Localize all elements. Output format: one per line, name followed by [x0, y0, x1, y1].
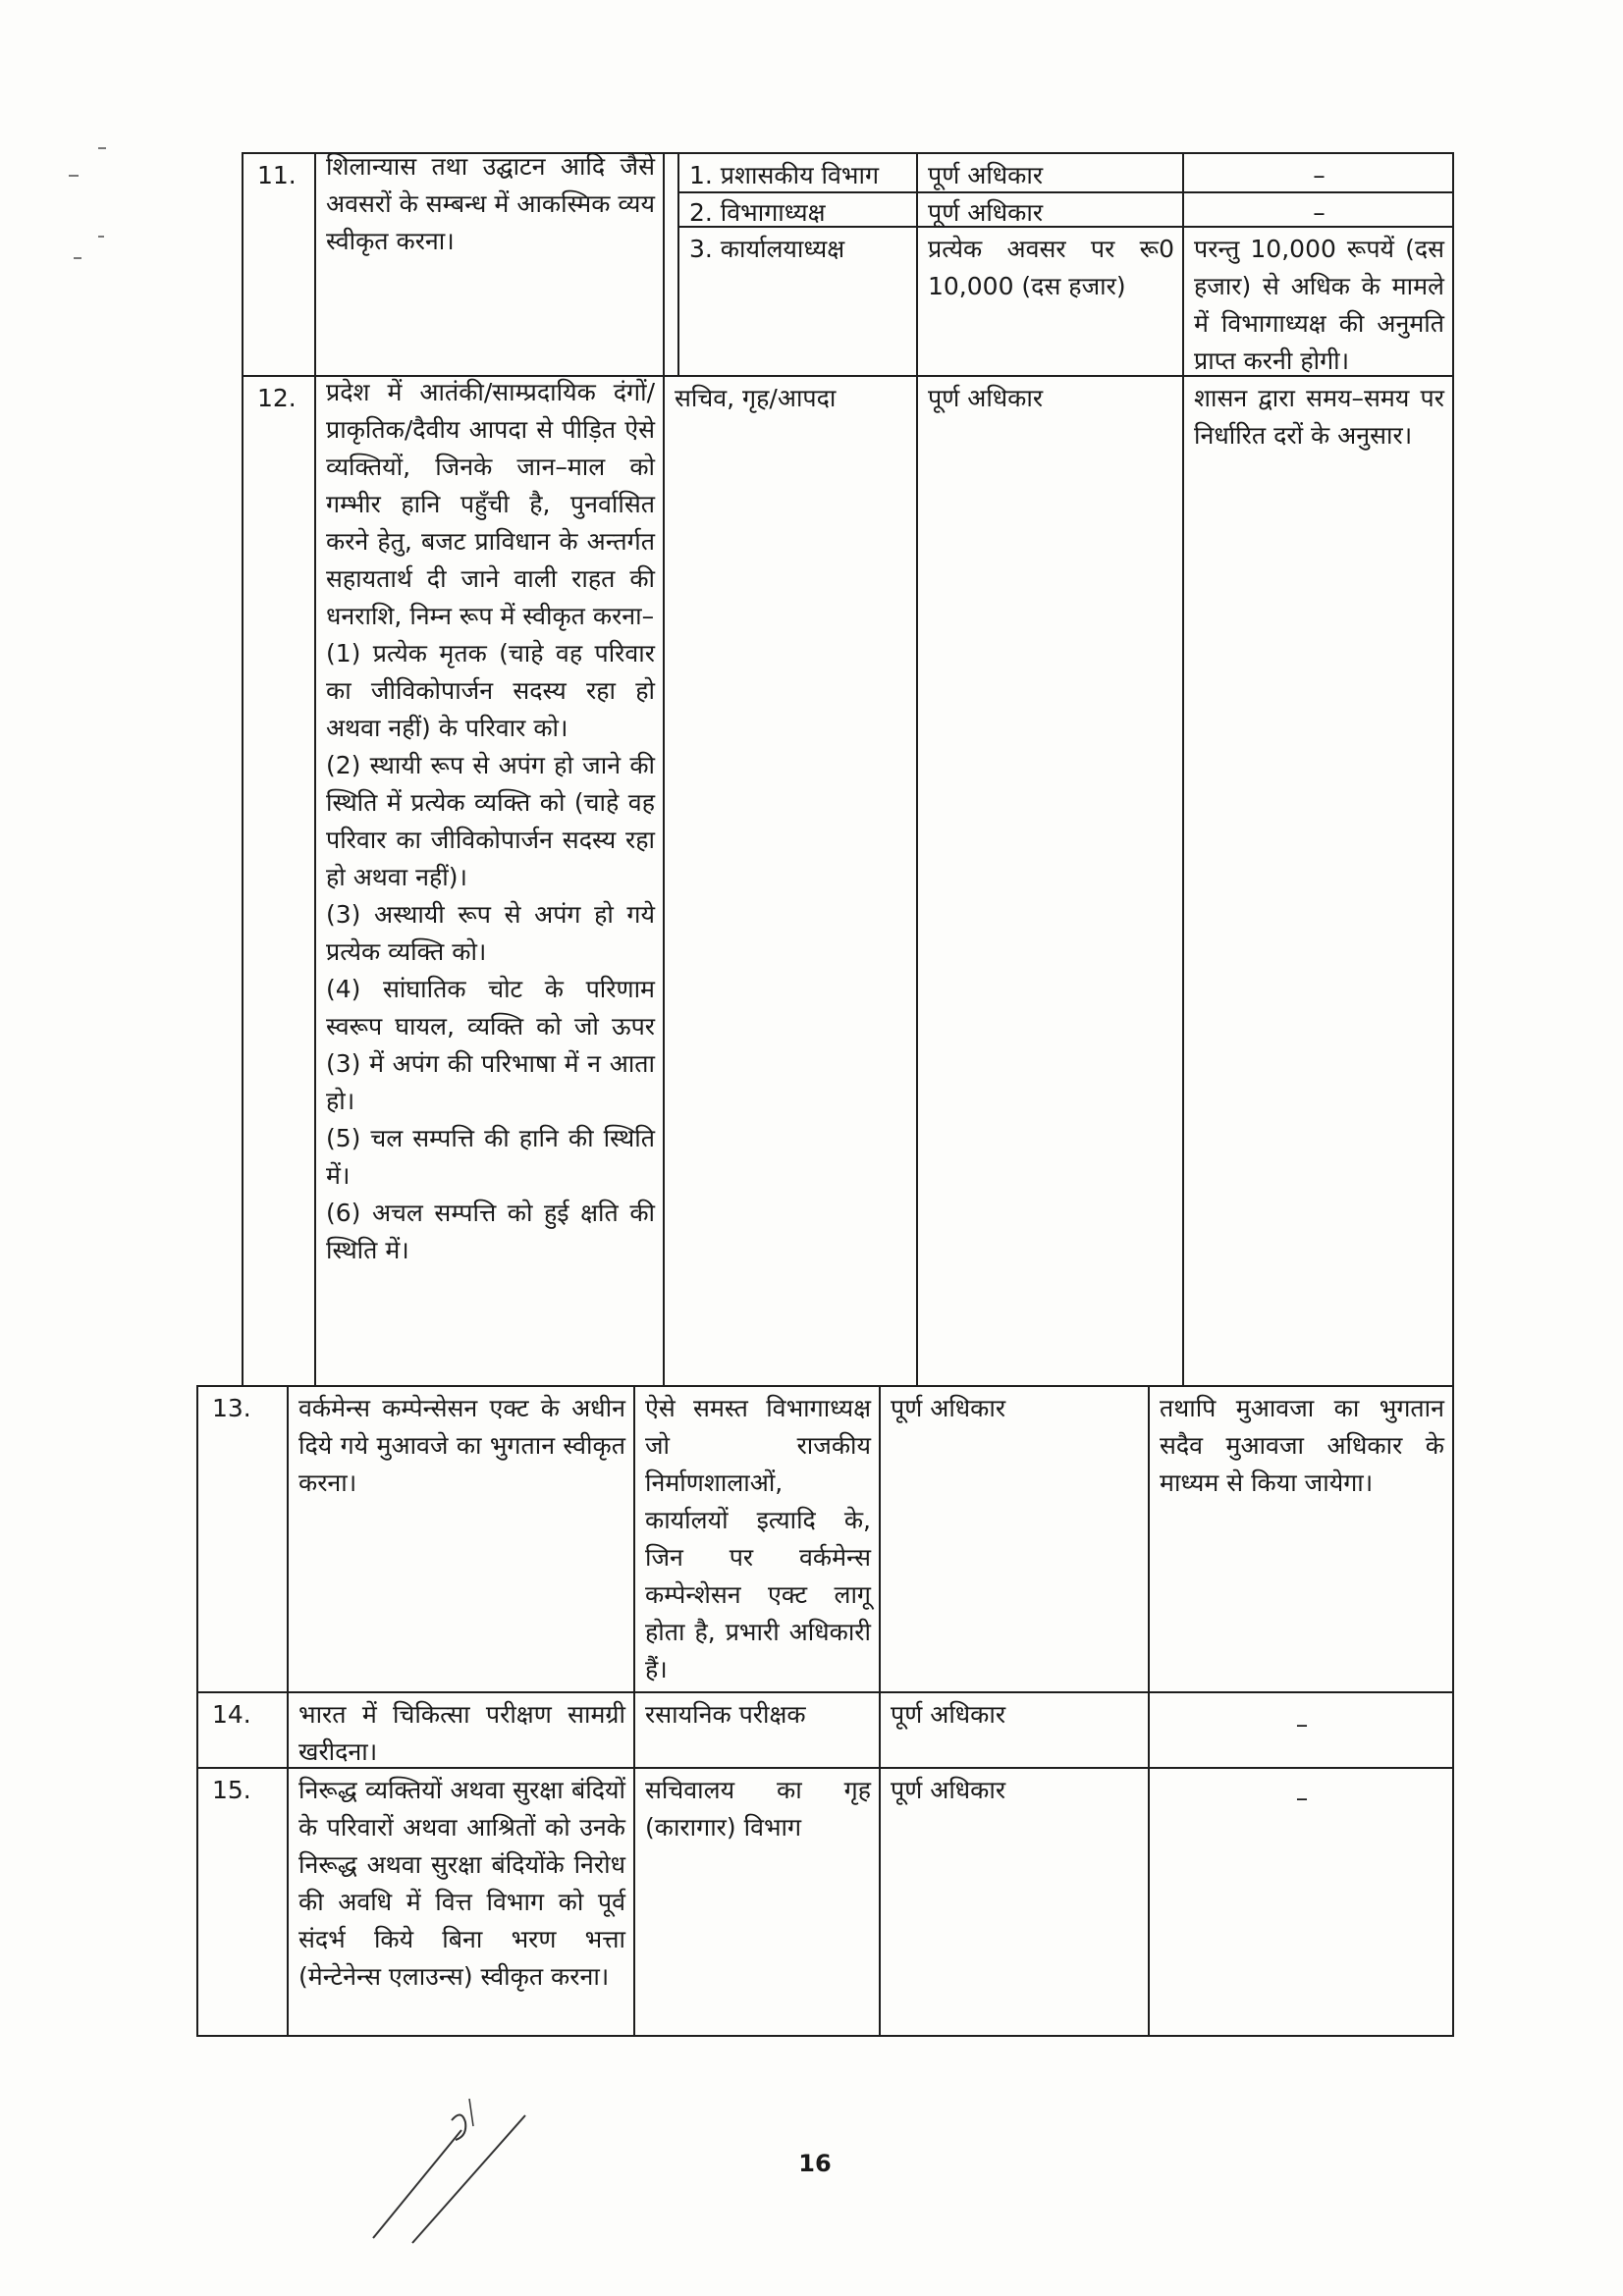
- extent-cell: पूर्ण अधिकार: [928, 384, 1044, 412]
- authority-cell: 1. प्रशासकीय विभाग: [689, 161, 880, 189]
- scan-mark: [74, 257, 81, 259]
- table-border-bottom: [196, 2035, 1454, 2037]
- row-number: 15.: [212, 1776, 251, 1804]
- extent-cell: पूर्ण अधिकार: [891, 1776, 1006, 1804]
- matter-intro: प्रदेश में आतंकी/साम्प्रदायिक दंगों/ प्राकृतिक/दैवीय आपदा से पीड़ित ऐसे व्यक्तियों, जिनके जान–माल को गम्भीर हानि पहुँची है, पुनर्वासित करने हेतु, बजट प्राविधान के अन्तर्गत सहायतार्थ दी जाने वाली राहत की धनराशि, निम्न रूप में स्वीकृत करना–: [326, 378, 655, 630]
- extent-cell: पूर्ण अधिकार: [891, 1394, 1006, 1422]
- authority-cell: सचिवालय का गृह (कारागार) विभाग: [645, 1776, 871, 1842]
- authority-cell: 2. विभागाध्यक्ष: [689, 198, 826, 227]
- remarks-cell: –: [1313, 198, 1325, 227]
- row-number: 11.: [257, 161, 297, 189]
- signature-mark: [353, 2091, 569, 2248]
- row-number: 14.: [212, 1700, 251, 1729]
- remarks-cell: –: [1295, 1710, 1309, 1738]
- extent-cell: पूर्ण अधिकार: [891, 1700, 1006, 1729]
- column-divider: [916, 152, 918, 1387]
- subject-matter: शिलान्यास तथा उद्घाटन आदि जैसे अवसरों के सम्बन्ध में आकस्मिक व्यय स्वीकृत करना।: [326, 152, 655, 255]
- extent-cell: पूर्ण अधिकार: [928, 161, 1044, 189]
- extent-cell: पूर्ण अधिकार: [928, 198, 1044, 227]
- remarks-cell: –: [1313, 161, 1325, 189]
- table-border-left: [242, 152, 243, 1387]
- extent-cell: प्रत्येक अवसर पर रू0 10,000 (दस हजार): [928, 235, 1174, 300]
- remarks-cell: शासन द्वारा समय–समय पर निर्धारित दरों के अनुसार।: [1194, 384, 1444, 450]
- remarks-cell: तथापि मुआवजा का भुगतान सदैव मुआवजा अधिकार के माध्यम से किया जायेगा।: [1160, 1394, 1444, 1497]
- authority-cell: 3. कार्यालयाध्यक्ष: [689, 235, 845, 263]
- scan-mark: [69, 175, 79, 177]
- matter-item: (3) अस्थायी रूप से अपंग हो गये प्रत्येक व्यक्ति को।: [326, 900, 655, 966]
- subject-matter: वर्कमेन्स कम्पेन्सेसन एक्ट के अधीन दिये गये मुआवजे का भुगतान स्वीकृत करना।: [298, 1394, 625, 1497]
- remarks-cell: परन्तु 10,000 रूपयें (दस हजार) से अधिक के मामले में विभागाध्यक्ष की अनुमति प्राप्त करनी होगी।: [1194, 235, 1444, 375]
- subject-matter: [316, 371, 663, 1269]
- row-number: 12.: [257, 384, 297, 412]
- scan-mark: [98, 147, 106, 149]
- subject-matter: भारत में चिकित्सा परीक्षण सामग्री खरीदना।: [298, 1700, 625, 1766]
- remarks-cell: –: [1295, 1784, 1309, 1812]
- authority-cell: ऐसे समस्त विभागाध्यक्ष जो राजकीय निर्माणशालाओं, कार्यालयों इत्यादि के, जिन पर वर्कमेन्स कम्पेन्शेसन एक्ट लागू होता है, प्रभारी अधिकारी हैं।: [645, 1394, 871, 1683]
- subject-matter: निरूद्ध व्यक्तियों अथवा सुरक्षा बंदियों के परिवारों अथवा आश्रितों को उनके निरूद्ध अथवा सुरक्षा बंदियोंके निरोध की अवधि में वित्त विभाग को पूर्व संदर्भ किये बिना भरण भत्ता (मेन्टेनेन्स एलाउन्स) स्वीकृत करना।: [298, 1776, 625, 1991]
- matter-item: (5) चल सम्पत्ति की हानि की स्थिति में।: [326, 1124, 655, 1190]
- authority-cell: सचिव, गृह/आपदा: [675, 384, 837, 412]
- matter-item: (1) प्रत्येक मृतक (चाहे वह परिवार का जीविकोपार्जन सदस्य रहा हो अथवा नहीं) के परिवार को।: [326, 639, 655, 742]
- matter-item: (4) सांघातिक चोट के परिणाम स्वरूप घायल, व्यक्ति को जो ऊपर (3) में अपंग की परिभाषा में न आता हो।: [326, 975, 655, 1115]
- table-border-right: [1452, 152, 1454, 1387]
- page-number: 16: [798, 2150, 832, 2177]
- matter-item: (2) स्थायी रूप से अपंग हो जाने की स्थिति में प्रत्येक व्यक्ति को (चाहे वह परिवार का जीविकोपार्जन सदस्य रहा हो अथवा नहीं)।: [326, 751, 655, 891]
- authority-cell: रसायनिक परीक्षक: [645, 1700, 806, 1729]
- table-border-right: [1452, 1385, 1454, 2037]
- matter-item: (6) अचल सम्पत्ति को हुई क्षति की स्थिति में।: [326, 1199, 655, 1264]
- row-number: 13.: [212, 1394, 251, 1422]
- scan-mark: [98, 236, 104, 238]
- column-divider: [663, 152, 665, 1387]
